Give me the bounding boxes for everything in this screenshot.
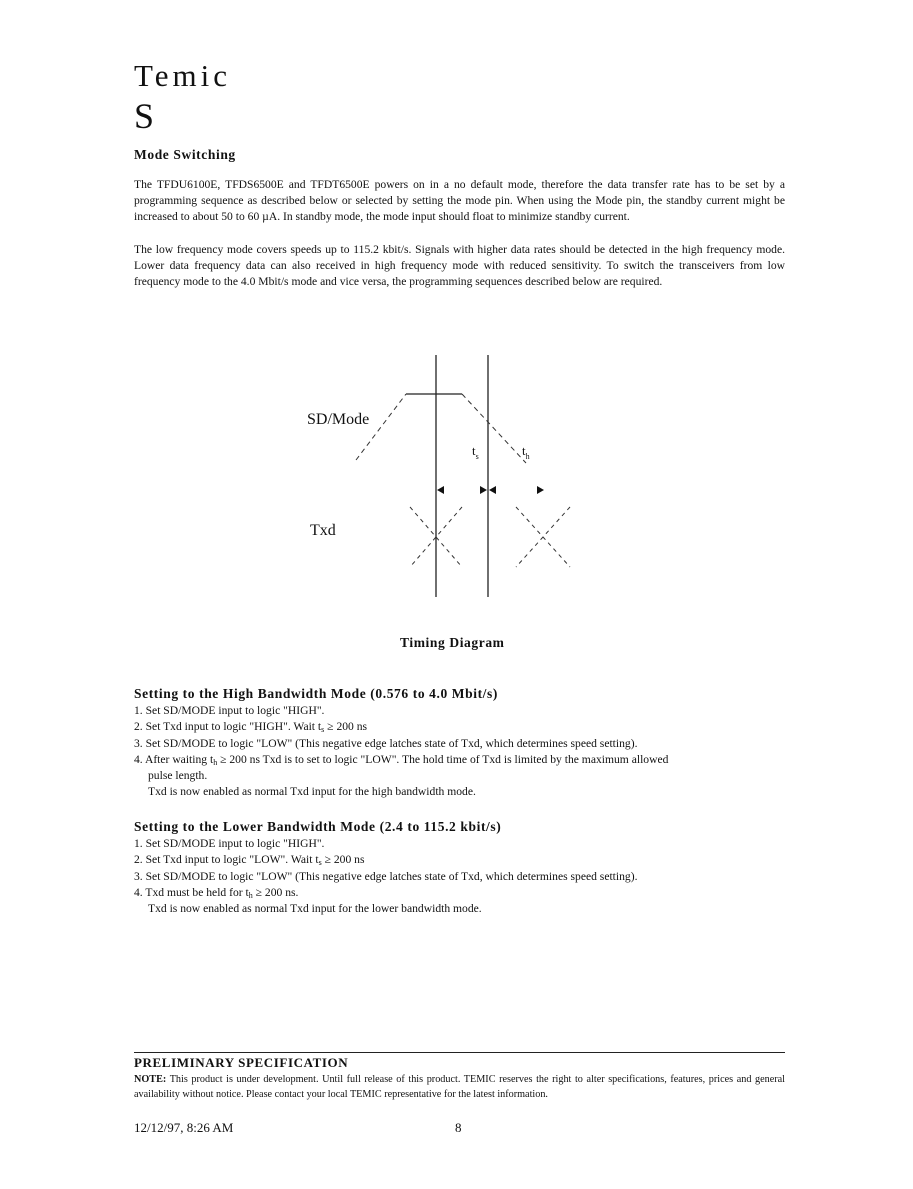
low-mode-steps: [134, 836, 785, 917]
high-step-2: 2. Set Txd input to logic "HIGH". Wait $t_s \ge 200$ ns: [134, 720, 368, 735]
note-text: This product is under development. Until full release of this product. TEMIC reserves the right to alter specifications, features, prices and general availability without notice. Please contact your local TEMIC representative for the latest information.: [134, 1074, 785, 1100]
high-step-3: 3. Set SD/MODE to logic "LOW" (This negative edge latches state of Txd, which determines speed setting).: [134, 736, 638, 750]
low-mode-section: [134, 819, 785, 917]
mode-switching-para1: The TFDU6100E, TFDS6500E and TFDT6500E powers on in a no default mode, therefore the data transfer rate has to be set by a programming sequence as described below or selected by setting the mode pin. When using the Mode pin, the standby current might be increased to about 50 to 60 µA. In standby mode, the mode input should float to minimize standby current.: [134, 178, 785, 224]
mode-switching-para2: The low frequency mode covers speeds up to 115.2 kbit/s. Signals with higher data rates should be detected in the high frequency mode. Lower data frequency data can also received in high frequency mode with reduced sensitivity. To switch the transceivers from low frequency mode to the 4.0 Mbit/s mode and vice versa, the programming sequences described below are required.: [134, 242, 785, 289]
txd-label: Txd: [310, 522, 336, 539]
high-step-4: 4. After waiting $t_h \ge 200$ ns Txd is to set to logic "LOW". The hold time of Txd is limited by the maximum allowed: [134, 752, 669, 767]
page-number: 8: [455, 1120, 462, 1135]
low-step-1: 1. Set SD/MODE input to logic "HIGH".: [134, 837, 325, 850]
mode-switching-title: Mode Switching: [134, 147, 236, 162]
low-mode-final: Txd is now enabled as normal Txd input for the lower bandwidth mode.: [148, 902, 482, 916]
low-mode-title: Setting to the Lower Bandwidth Mode (2.4 to 115.2 kbit/s): [134, 819, 502, 834]
logo-s: S: [134, 96, 155, 136]
timing-arrows: [437, 486, 544, 494]
high-step-4-cont: pulse length.: [148, 769, 208, 783]
sd-mode-label: SD/Mode: [307, 411, 370, 428]
high-step-1: 1. Set SD/MODE input to logic "HIGH".: [134, 704, 325, 717]
arrow-th-right: [537, 486, 544, 494]
timing-diagram-caption: Timing Diagram: [400, 635, 505, 650]
txd-waveform: [410, 507, 570, 567]
sd-mode-waveform: [356, 394, 526, 463]
footer-date: 12/12/97, 8:26 AM: [134, 1120, 234, 1135]
note-label: NOTE:: [134, 1074, 167, 1085]
high-mode-section: [134, 686, 785, 801]
low-step-4: 4. Txd must be held for $t_h \ge 200$ ns.: [134, 885, 299, 900]
th-label: $t_h$: [522, 443, 530, 461]
arrow-ts-right: [480, 486, 487, 494]
footer-divider: [134, 1052, 785, 1053]
low-step-3: 3. Set SD/MODE to logic "LOW" (This negative edge latches state of Txd, which determines speed setting).: [134, 869, 638, 883]
arrow-th-left: [489, 486, 496, 494]
preliminary-specification-title: PRELIMINARY SPECIFICATION: [134, 1055, 349, 1070]
logo-temic: Temic: [134, 58, 232, 93]
high-mode-steps: [134, 703, 785, 801]
low-step-2: 2. Set Txd input to logic "LOW". Wait $t_s \ge 200$ ns: [134, 853, 365, 868]
timing-diagram: [290, 345, 590, 610]
high-mode-title: Setting to the High Bandwidth Mode (0.576 to 4.0 Mbit/s): [134, 686, 498, 701]
mode-switching-section: [134, 147, 785, 290]
arrow-ts-left: [437, 486, 444, 494]
high-mode-final: Txd is now enabled as normal Txd input for the high bandwidth mode.: [148, 785, 476, 799]
ts-label: $t_s$: [472, 443, 479, 461]
footer-note: [134, 1072, 785, 1102]
